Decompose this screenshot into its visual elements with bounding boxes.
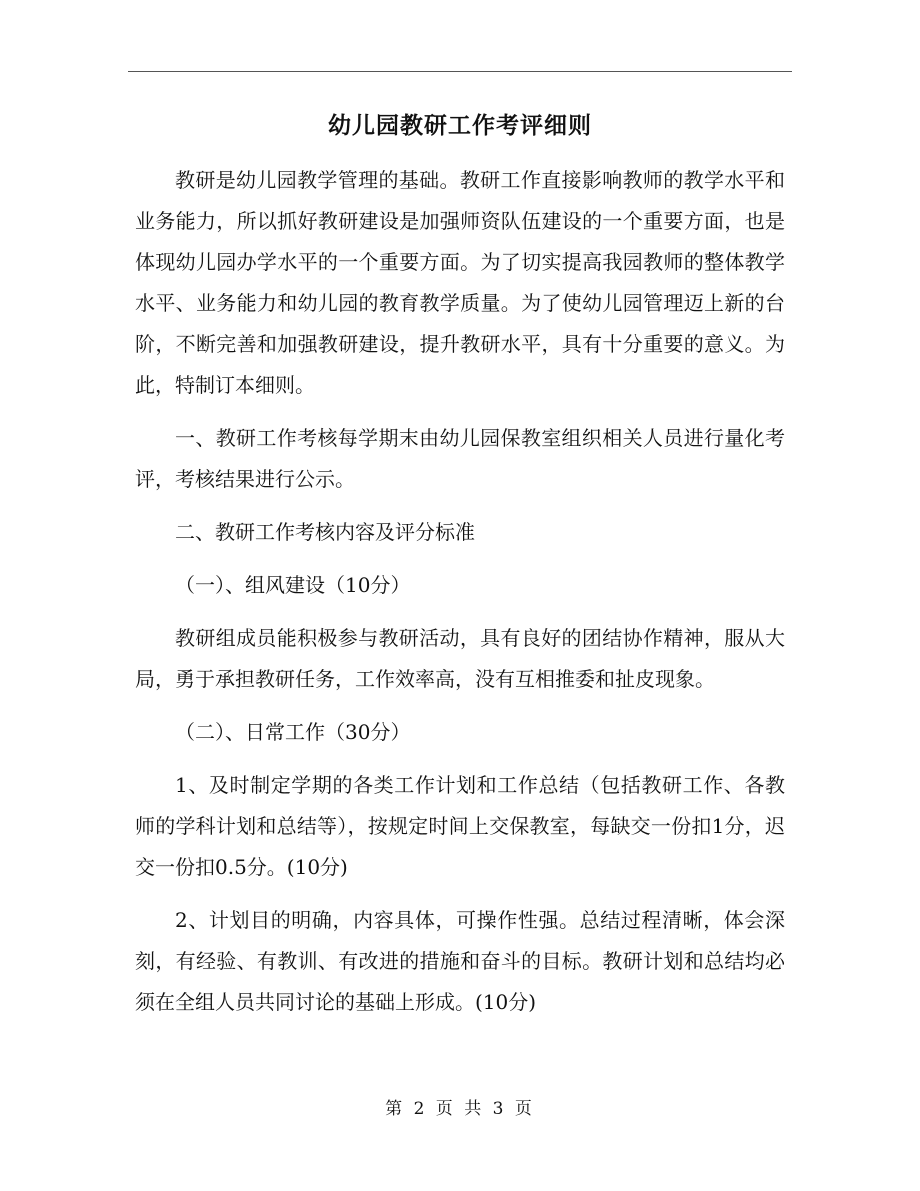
page-number: 第 2 页 共 3 页	[385, 1099, 535, 1119]
paragraph-section-2-heading: 二、教研工作考核内容及评分标准	[175, 520, 475, 544]
paragraph-subsection-2-heading: （二）、日常工作（30分）	[175, 720, 411, 744]
document-body	[135, 160, 785, 1023]
paragraph-intro: 教研是幼儿园教学管理的基础。教研工作直接影响教师的教学水平和业务能力，所以抓好教研建设是加强师资队伍建设的一个重要方面，也是体现幼儿园办学水平的一个重要方面。为了切实提高我园教师的整体教学水平、业务能力和幼儿园的教育教学质量。为了使幼儿园管理迈上新的台阶，不断完善和加强教研建设，提升教研水平，具有十分重要的意义。为此，特制订本细则。	[135, 168, 785, 397]
paragraph-subsection-1-heading: （一）、组风建设（10分）	[175, 573, 411, 597]
paragraph-item-1: 1、及时制定学期的各类工作计划和工作总结（包括教研工作、各教师的学科计划和总结等），按规定时间上交保教室，每缺交一份扣1分，迟交一份扣0.5分。(10分)	[135, 773, 785, 879]
paragraph-section-1: 一、教研工作考核每学期末由幼儿园保教室组织相关人员进行量化考评，考核结果进行公示。	[135, 426, 785, 491]
paragraph-item-2: 2、计划目的明确，内容具体，可操作性强。总结过程清晰，体会深刻，有经验、有教训、有改进的措施和奋斗的目标。教研计划和总结均必须在全组人员共同讨论的基础上形成。(10分)	[135, 908, 785, 1014]
header-rule	[128, 71, 792, 72]
document-title: 幼儿园教研工作考评细则	[328, 112, 592, 139]
paragraph-group-style: 教研组成员能积极参与教研活动，具有良好的团结协作精神，服从大局，勇于承担教研任务，工作效率高，没有互相推委和扯皮现象。	[135, 626, 785, 691]
